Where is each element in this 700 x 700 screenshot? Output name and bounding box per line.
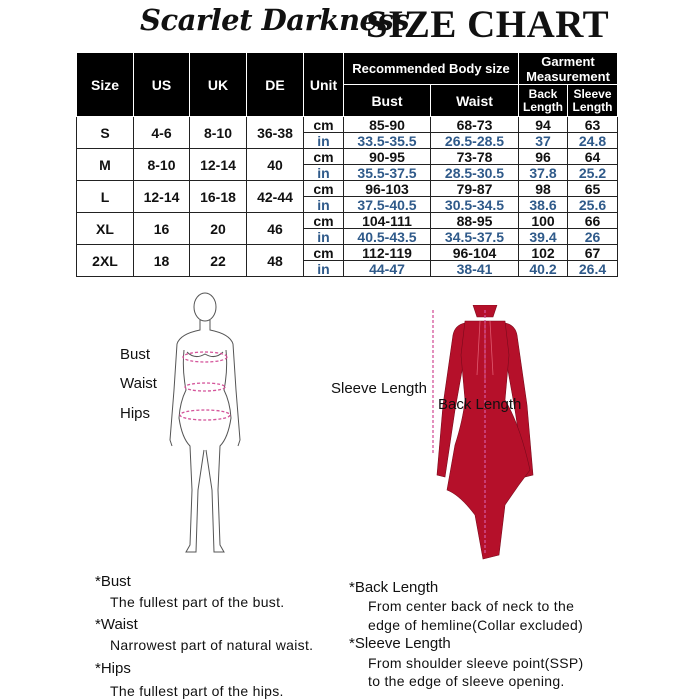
cell-bust: 37.5-40.5 — [344, 197, 431, 213]
cell-us: 4-6 — [134, 117, 190, 149]
dress-label-back: Back Length — [438, 396, 522, 413]
cell-uk: 8-10 — [190, 117, 247, 149]
cell-waist: 28.5-30.5 — [431, 165, 519, 181]
cell-back-length: 96 — [519, 149, 568, 165]
header-us: US — [134, 53, 190, 117]
cell-de: 42-44 — [247, 181, 304, 213]
cell-back-length: 94 — [519, 117, 568, 133]
note-bust-text: The fullest part of the bust. — [110, 594, 285, 610]
cell-sleeve-length: 25.6 — [568, 197, 618, 213]
cell-bust: 85-90 — [344, 117, 431, 133]
cell-waist: 26.5-28.5 — [431, 133, 519, 149]
cell-sleeve-length: 25.2 — [568, 165, 618, 181]
table-row — [77, 149, 618, 165]
cell-bust: 104-111 — [344, 213, 431, 229]
note-waist-text: Narrowest part of natural waist. — [110, 637, 314, 653]
header-body-group: Recommended Body size — [344, 53, 519, 85]
cell-unit: in — [304, 261, 344, 277]
header-size: Size — [77, 53, 134, 117]
note-waist-heading: *Waist — [95, 616, 138, 633]
cell-unit: in — [304, 229, 344, 245]
cell-us: 16 — [134, 213, 190, 245]
cell-de: 46 — [247, 213, 304, 245]
cell-de: 36-38 — [247, 117, 304, 149]
cell-sleeve-length: 66 — [568, 213, 618, 229]
cell-back-length: 38.6 — [519, 197, 568, 213]
table-row — [77, 181, 618, 197]
cell-bust: 44-47 — [344, 261, 431, 277]
note-hips-text: The fullest part of the hips. — [110, 683, 284, 699]
cell-unit: cm — [304, 213, 344, 229]
cell-unit: in — [304, 165, 344, 181]
cell-waist: 73-78 — [431, 149, 519, 165]
dress-figure — [425, 305, 545, 560]
cell-uk: 16-18 — [190, 181, 247, 213]
cell-bust: 96-103 — [344, 181, 431, 197]
cell-back-length: 39.4 — [519, 229, 568, 245]
cell-size: 2XL — [77, 245, 134, 277]
table-row — [77, 213, 618, 229]
table-row — [77, 117, 618, 133]
cell-back-length: 37.8 — [519, 165, 568, 181]
header-bust: Bust — [344, 85, 431, 117]
note-bust-heading: *Bust — [95, 573, 131, 590]
note-sleeve-text-2: to the edge of sleeve opening. — [368, 673, 565, 689]
note-back-heading: *Back Length — [349, 579, 439, 596]
cell-sleeve-length: 26 — [568, 229, 618, 245]
table-row — [77, 245, 618, 261]
note-back-text-2: edge of hemline(Collar excluded) — [368, 617, 584, 633]
cell-sleeve-length: 63 — [568, 117, 618, 133]
cell-size: L — [77, 181, 134, 213]
header-back-length: Back Length — [519, 85, 568, 117]
cell-unit: cm — [304, 181, 344, 197]
cell-back-length: 98 — [519, 181, 568, 197]
cell-sleeve-length: 65 — [568, 181, 618, 197]
body-label-hips: Hips — [120, 405, 151, 422]
cell-unit: cm — [304, 149, 344, 165]
cell-waist: 88-95 — [431, 213, 519, 229]
cell-size: S — [77, 117, 134, 149]
cell-waist: 38-41 — [431, 261, 519, 277]
cell-waist: 34.5-37.5 — [431, 229, 519, 245]
cell-waist: 96-104 — [431, 245, 519, 261]
cell-waist: 30.5-34.5 — [431, 197, 519, 213]
header-de: DE — [247, 53, 304, 117]
brand-logo: Scarlet Darkness — [140, 3, 410, 37]
cell-de: 48 — [247, 245, 304, 277]
body-label-bust: Bust — [120, 346, 151, 363]
cell-back-length: 100 — [519, 213, 568, 229]
cell-bust: 40.5-43.5 — [344, 229, 431, 245]
cell-uk: 12-14 — [190, 149, 247, 181]
cell-uk: 22 — [190, 245, 247, 277]
cell-back-length: 40.2 — [519, 261, 568, 277]
cell-sleeve-length: 24.8 — [568, 133, 618, 149]
header-unit: Unit — [304, 53, 344, 117]
dress-label-sleeve: Sleeve Length — [331, 380, 427, 397]
cell-bust: 112-119 — [344, 245, 431, 261]
cell-uk: 20 — [190, 213, 247, 245]
cell-bust: 90-95 — [344, 149, 431, 165]
cell-sleeve-length: 67 — [568, 245, 618, 261]
cell-back-length: 102 — [519, 245, 568, 261]
cell-size: M — [77, 149, 134, 181]
note-back-text-1: From center back of neck to the — [368, 598, 575, 614]
cell-unit: cm — [304, 245, 344, 261]
cell-size: XL — [77, 213, 134, 245]
cell-unit: cm — [304, 117, 344, 133]
header-sleeve-length: Sleeve Length — [568, 85, 618, 117]
header-garment-group: Garment Measurement — [519, 53, 618, 85]
cell-back-length: 37 — [519, 133, 568, 149]
cell-us: 12-14 — [134, 181, 190, 213]
cell-waist: 68-73 — [431, 117, 519, 133]
cell-unit: in — [304, 197, 344, 213]
note-sleeve-heading: *Sleeve Length — [349, 635, 451, 652]
body-figure — [160, 290, 250, 562]
cell-us: 18 — [134, 245, 190, 277]
header-waist: Waist — [431, 85, 519, 117]
note-hips-heading: *Hips — [95, 660, 131, 677]
cell-sleeve-length: 64 — [568, 149, 618, 165]
page-title: SIZE CHART — [366, 3, 610, 46]
header-uk: UK — [190, 53, 247, 117]
cell-bust: 35.5-37.5 — [344, 165, 431, 181]
cell-sleeve-length: 26.4 — [568, 261, 618, 277]
cell-waist: 79-87 — [431, 181, 519, 197]
cell-unit: in — [304, 133, 344, 149]
cell-bust: 33.5-35.5 — [344, 133, 431, 149]
note-sleeve-text-1: From shoulder sleeve point(SSP) — [368, 655, 584, 671]
cell-de: 40 — [247, 149, 304, 181]
size-chart-table — [76, 52, 618, 277]
body-label-waist: Waist — [120, 375, 157, 392]
cell-us: 8-10 — [134, 149, 190, 181]
